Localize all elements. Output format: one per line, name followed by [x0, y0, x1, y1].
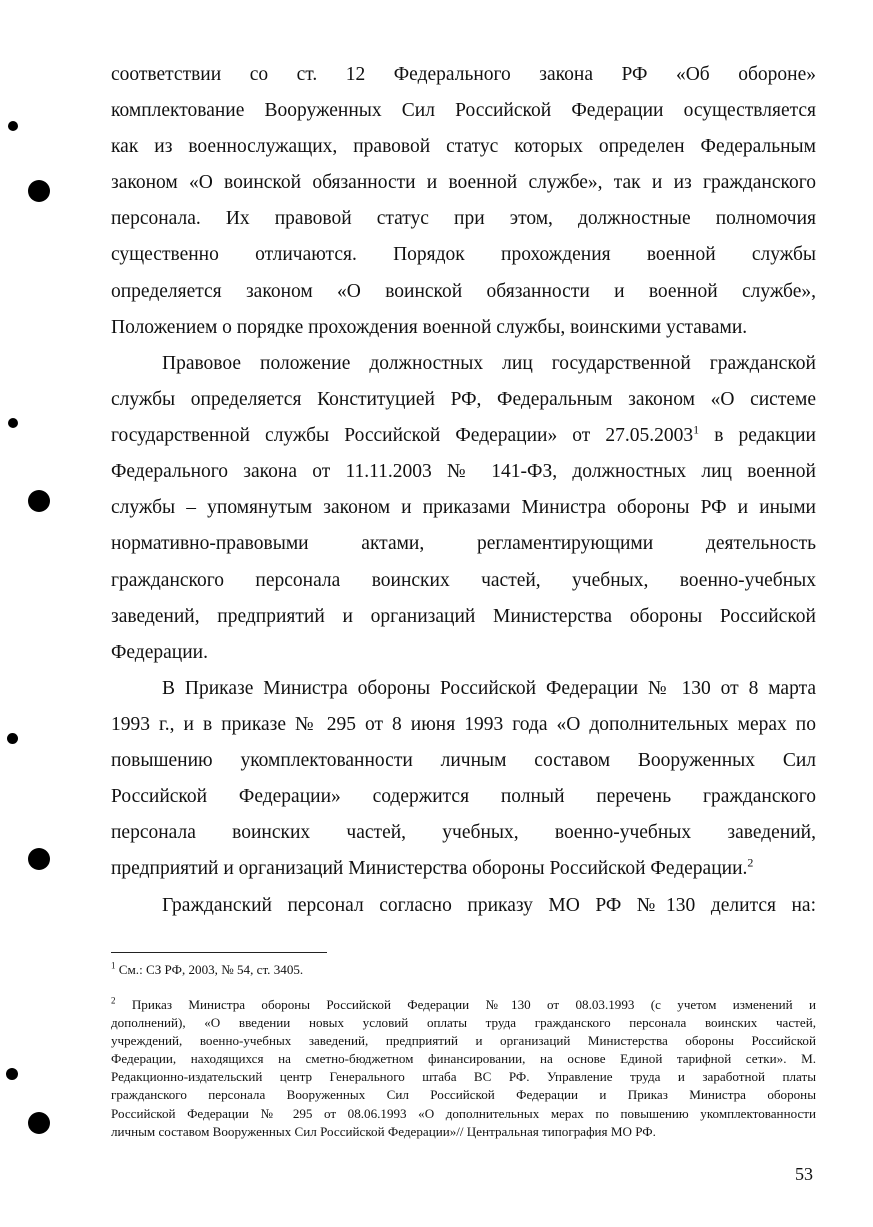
text-line: законом «О воинской обязанности и военной службе», так и из гражданского: [111, 172, 816, 194]
footnote-2: [111, 996, 816, 1141]
text-line: повышению укомплектованности личным составом Вооруженных Сил: [111, 750, 816, 772]
text-line: нормативно-правовыми актами, регламентирующими деятельность: [111, 533, 816, 555]
footnote-1: [111, 961, 816, 979]
text-line: службы – упомянутым законом и приказами Министра обороны РФ и иными: [111, 497, 816, 519]
text-line-with-ref: [111, 418, 816, 454]
text-fragment: предприятий и организаций Министерства обороны Российской Федерации.: [111, 858, 748, 880]
text-line: определяется законом «О воинской обязанности и военной службе»,: [111, 280, 816, 302]
text-line: персонала воинских частей, учебных, военно-учебных заведений,: [111, 822, 816, 844]
text-line: службы определяется Конституцией РФ, Федеральным законом «О системе: [111, 389, 816, 411]
text-fragment: в редакции: [699, 425, 816, 447]
footnote-line: Федерации, находящихся на сметно-бюджетном финансировании, на основе Единой тарифной сетки». М.: [111, 1051, 816, 1067]
footnote-separator: [111, 952, 327, 953]
punch-hole-mark: [6, 1068, 18, 1080]
footnote-mark: 1: [111, 960, 116, 971]
text-line: существенно отличаются. Порядок прохождения военной службы: [111, 244, 816, 266]
text-fragment: государственной службы Российской Федерации» от 27.05.2003: [111, 425, 694, 447]
footnote-text: См.: СЗ РФ, 2003, № 54, ст. 3405.: [115, 962, 304, 977]
footnote-mark: 2: [111, 995, 116, 1006]
paragraph-1: [111, 57, 816, 346]
text-line: гражданского персонала воинских частей, учебных, военно-учебных: [111, 569, 816, 591]
footnote-line: Редакционно-издательский центр Генерального штаба ВС РФ. Управление труда и заработной платы: [111, 1069, 816, 1085]
text-line-with-ref: [111, 851, 816, 887]
punch-hole: [28, 848, 50, 870]
text-line: соответствии со ст. 12 Федерального закона РФ «Об обороне»: [111, 64, 816, 85]
punch-hole-mark: [8, 418, 18, 428]
text-line: комплектование Вооруженных Сил Российской Федерации осуществляется: [111, 100, 816, 122]
paragraph-3: [111, 671, 816, 888]
footnote-line: [111, 961, 816, 979]
footnote-line: Российской Федерации № 295 от 08.06.1993 «О дополнительных мерах по повышению укомплектованности: [111, 1105, 816, 1121]
text-line: Положением о порядке прохождения военной службы, воинскими уставами.: [111, 316, 748, 338]
footnote-line: личным составом Вооруженных Сил Российской Федерации»// Центральная типография МО РФ.: [111, 1123, 656, 1139]
text-line: Правовое положение должностных лиц государственной гражданской: [162, 353, 816, 374]
text-line: как из военнослужащих, правовой статус которых определен Федеральным: [111, 136, 816, 158]
text-line: заведений, предприятий и организаций Министерства обороны Российской: [111, 605, 816, 627]
text-line: 1993 г., и в приказе № 295 от 8 июня 1993 года «О дополнительных мерах по: [111, 714, 816, 736]
text-line: Федерального закона от 11.11.2003 № 141-ФЗ, должностных лиц военной: [111, 461, 816, 483]
text-line: Гражданский персонал согласно приказу МО РФ №130 делится на:: [162, 895, 816, 916]
footnote-line: гражданского персонала Вооруженных Сил Российской Федерации и Приказ Министра обороны: [111, 1087, 816, 1103]
text-line: Федерации.: [111, 641, 208, 663]
page-number: 53: [795, 1164, 813, 1184]
text-line: В Приказе Министра обороны Российской Федерации № 130 от 8 марта: [162, 678, 816, 699]
punch-hole: [28, 180, 50, 202]
text-line: Российской Федерации» содержится полный перечень гражданского: [111, 786, 816, 808]
footnote-line: дополнений), «О введении новых условий оплаты труда гражданского персонала воинских частей,: [111, 1015, 816, 1031]
punch-hole: [28, 1112, 50, 1134]
paragraph-2: [111, 346, 816, 671]
punch-hole-mark: [7, 733, 18, 744]
footnote-line: учреждений, военно-учебных заведений, предприятий и организаций Министерства обороны Российской: [111, 1033, 816, 1049]
punch-hole-mark: [8, 121, 18, 131]
footnote-text: Приказ Министра обороны Российской Федерации №130 от 08.03.1993 (с учетом изменений и: [115, 997, 816, 1012]
text-line: персонала. Их правовой статус при этом, должностные полномочия: [111, 208, 816, 230]
paragraph-4: [111, 888, 816, 924]
footnote-ref-1[interactable]: 1: [693, 422, 700, 437]
footnote-ref-2[interactable]: 2: [747, 855, 754, 870]
footnote-line: [111, 996, 816, 1014]
punch-hole: [28, 490, 50, 512]
